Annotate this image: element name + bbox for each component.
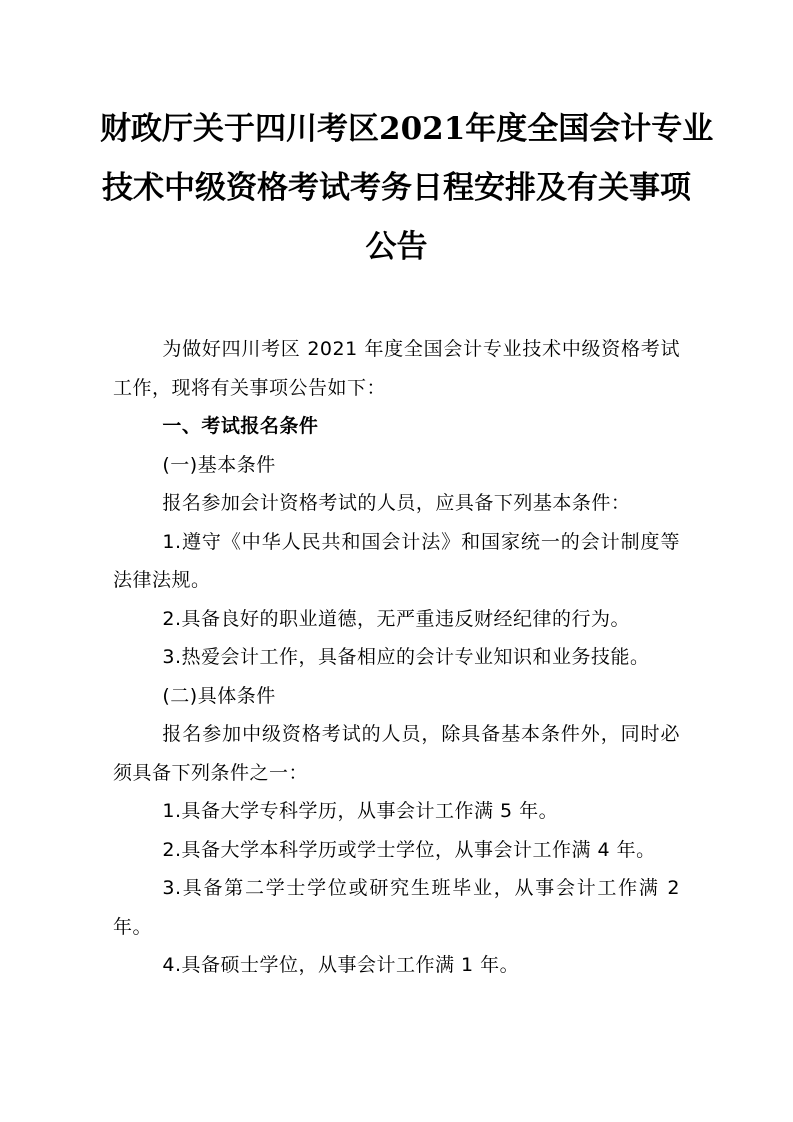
subsection-heading-basic: (一)基本条件 xyxy=(162,453,276,476)
title-line-2: 技术中级资格考试考务日程安排及有关事项 xyxy=(102,170,691,206)
specific-condition-item: 4.具备硕士学位，从事会计工作满 1 年。 xyxy=(162,954,520,976)
section-heading-eligibility: 一、考试报名条件 xyxy=(162,415,319,437)
specific-condition-item: 1.具备大学专科学历，从事会计工作满 5 年。 xyxy=(162,800,559,822)
specific-conditions-intro: 报名参加中级资格考试的人员，除具备基本条件外，同时必须具备下列条件之一： xyxy=(113,723,680,784)
basic-conditions-intro: 报名参加会计资格考试的人员，应具备下列基本条件： xyxy=(162,492,631,514)
specific-condition-item: 3.具备第二学士学位或研究生班毕业，从事会计工作满 2 年。 xyxy=(113,877,680,938)
title-line-1: 财政厅关于四川考区2021年度全国会计专业 xyxy=(100,111,714,147)
basic-condition-item: 3.热爱会计工作，具备相应的会计专业知识和业务技能。 xyxy=(162,646,650,668)
subsection-heading-specific: (二)具体条件 xyxy=(162,684,276,707)
document-body xyxy=(113,330,680,985)
title-line-3: 公告 xyxy=(365,229,428,265)
intro-paragraph: 为做好四川考区 2021 年度全国会计专业技术中级资格考试工作，现将有关事项公告如下： xyxy=(113,338,680,399)
basic-condition-item: 2.具备良好的职业道德，无严重违反财经纪律的行为。 xyxy=(162,607,631,630)
specific-condition-item: 2.具备大学本科学历或学士学位，从事会计工作满 4 年。 xyxy=(162,838,656,861)
basic-condition-item: 1.遵守《中华人民共和国会计法》和国家统一的会计制度等法律法规。 xyxy=(113,530,680,591)
document-title xyxy=(100,100,714,277)
